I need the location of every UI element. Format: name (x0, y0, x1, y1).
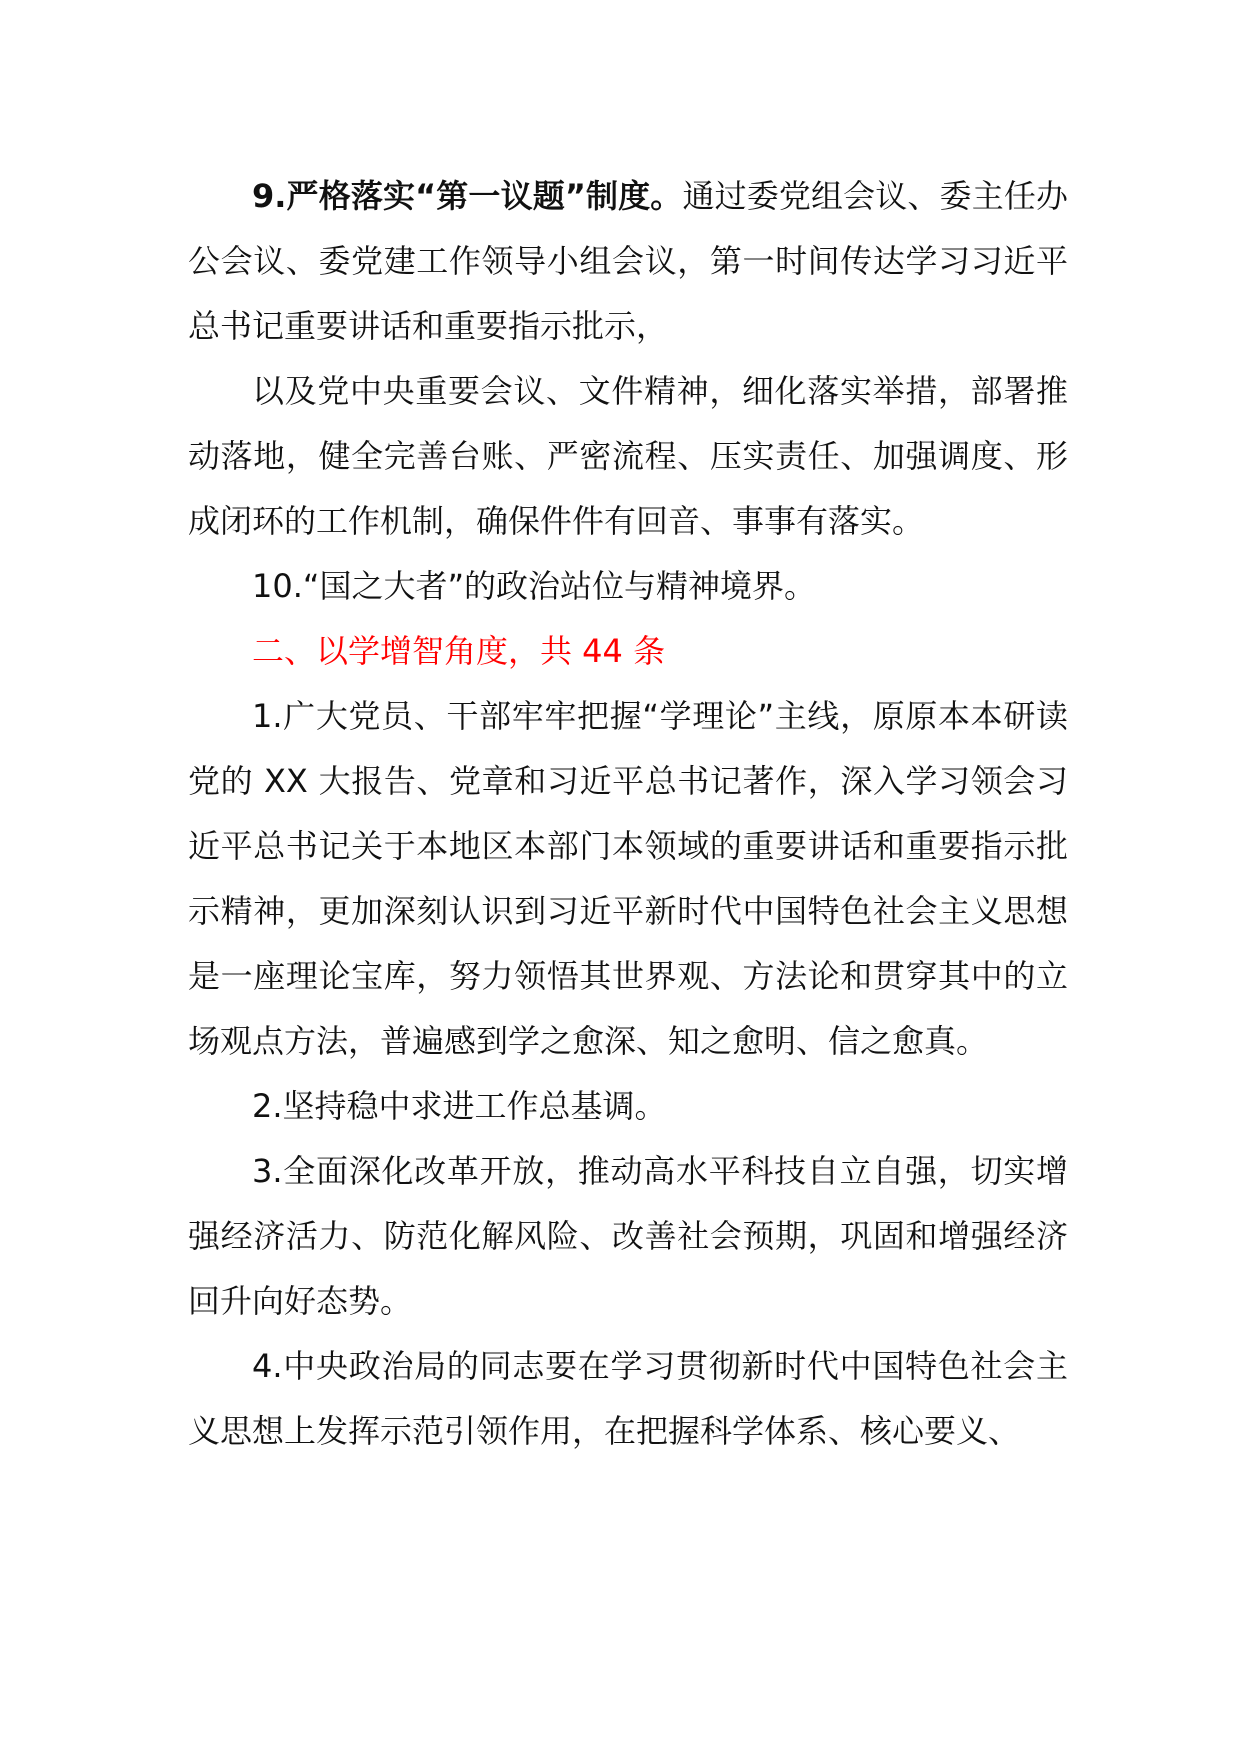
paragraph-9-lead: 9.严格落实“第一议题”制度。 (252, 177, 683, 215)
item-1: 1.广大党员、干部牢牢把握“学理论”主线，原原本本研读党的 XX 大报告、党章和习近平总书记著作，深入学习领会习近平总书记关于本地区本部门本领域的重要讲话和重要指示批示精神，更加深刻认识到习近平新时代中国特色社会主义思想是一座理论宝库，努力领悟其世界观、方法论和贯穿其中的立场观点方法，普遍感到学之愈深、知之愈明、信之愈真。 (188, 697, 1068, 1060)
paragraph-10: 10.“国之大者”的政治站位与精神境界。 (252, 567, 817, 605)
paragraph-9-body: 通过委党组会议、委主任办公会议、委党建工作领导小组会议，第一时间传达学习习近平总书记重要讲话和重要指示批示， (188, 177, 1068, 345)
paragraph-continued: 以及党中央重要会议、文件精神，细化落实举措，部署推动落地，健全完善台账、严密流程、压实责任、加强调度、形成闭环的工作机制，确保件件有回音、事事有落实。 (188, 372, 1068, 540)
item-3: 3.全面深化改革开放，推动高水平科技自立自强，切实增强经济活力、防范化解风险、改善社会预期，巩固和增强经济回升向好态势。 (188, 1152, 1068, 1320)
document-body (188, 164, 1068, 1464)
section-heading-2: 二、以学增智角度，共 44 条 (252, 632, 666, 670)
item-4: 4.中央政治局的同志要在学习贯彻新时代中国特色社会主义思想上发挥示范引领作用，在把握科学体系、核心要义、 (188, 1347, 1068, 1450)
paragraph-9 (188, 164, 1068, 359)
item-2: 2.坚持稳中求进工作总基调。 (252, 1087, 667, 1125)
